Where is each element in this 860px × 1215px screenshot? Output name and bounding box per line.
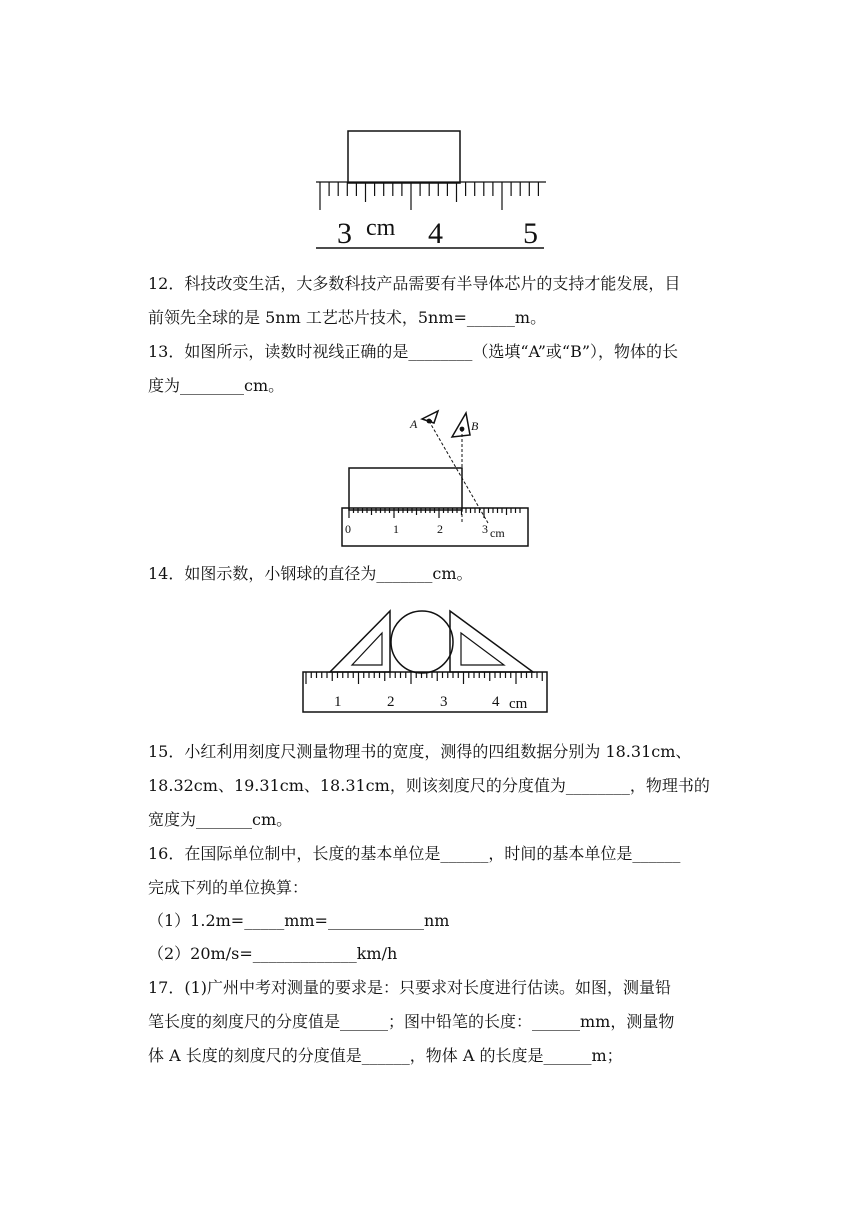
q16-line-4: （2）20m/s=_____________km/h [148,944,398,963]
q14-line-1: 14．如图示数，小钢球的直径为_______cm。 [148,564,473,583]
q17-line-2: 笔长度的刻度尺的分度值是______；图中铅笔的长度：______mm，测量物 [148,1012,675,1031]
q16-line-1: 16．在国际单位制中，长度的基本单位是______，时间的基本单位是______ [148,844,681,863]
right-set-square [450,611,533,672]
tick-label-3: 3 [440,694,448,710]
tick-label-4: 4 [492,694,500,710]
tick-label-1: 1 [334,694,342,710]
tick-label-4: 4 [428,217,443,250]
tick-label-1: 1 [393,522,399,536]
q17-line-3: 体 A 长度的刻度尺的分度值是______，物体 A 的长度是______m； [148,1046,623,1065]
ruler-ticks [320,182,538,210]
measured-block [348,131,460,183]
steel-ball [391,611,453,673]
q16-line-2: 完成下列的单位换算： [148,878,309,897]
q16-line-3: （1）1.2m=_____mm=____________nm [148,911,450,930]
figure-sight-line [338,405,530,550]
unit-label-cm: cm [366,215,396,241]
tick-label-3: 3 [337,217,352,250]
measured-object [349,468,462,510]
figure-ruler-block [310,125,550,255]
left-set-square [330,611,390,672]
q15-line-2: 18.32cm、19.31cm、18.31cm，则该刻度尺的分度值为________，物理书的 [148,776,710,795]
q13-line-2: 度为________cm。 [148,376,285,395]
tick-label-0: 0 [345,522,351,536]
eye-label-a: A [410,417,418,431]
tick-label-3: 3 [482,522,488,536]
tick-label-5: 5 [523,217,538,250]
q15-line-3: 宽度为_______cm。 [148,810,293,829]
eye-label-b: B [471,419,479,433]
eye-b-icon [452,413,470,437]
tick-label-2: 2 [437,522,443,536]
q12-line-1: 12．科技改变生活，大多数科技产品需要有半导体芯片的支持才能发展，目 [148,274,681,293]
ruler-ticks [306,672,542,684]
q17-line-1: 17．(1)广州中考对测量的要求是：只要求对长度进行估读。如图，测量铅 [148,978,672,997]
figure-ball-diameter [300,605,550,715]
q12-line-2: 前领先全球的是 5nm 工艺芯片技术，5nm=______m。 [148,308,547,327]
q13-line-1: 13．如图所示，读数时视线正确的是________（选填“A”或“B”），物体的长 [148,342,679,361]
unit-label-cm: cm [490,526,505,540]
q15-line-1: 15．小红利用刻度尺测量物理书的宽度，测得的四组数据分别为 18.31cm、 [148,742,692,761]
unit-label-cm: cm [509,696,528,712]
tick-label-2: 2 [387,694,395,710]
